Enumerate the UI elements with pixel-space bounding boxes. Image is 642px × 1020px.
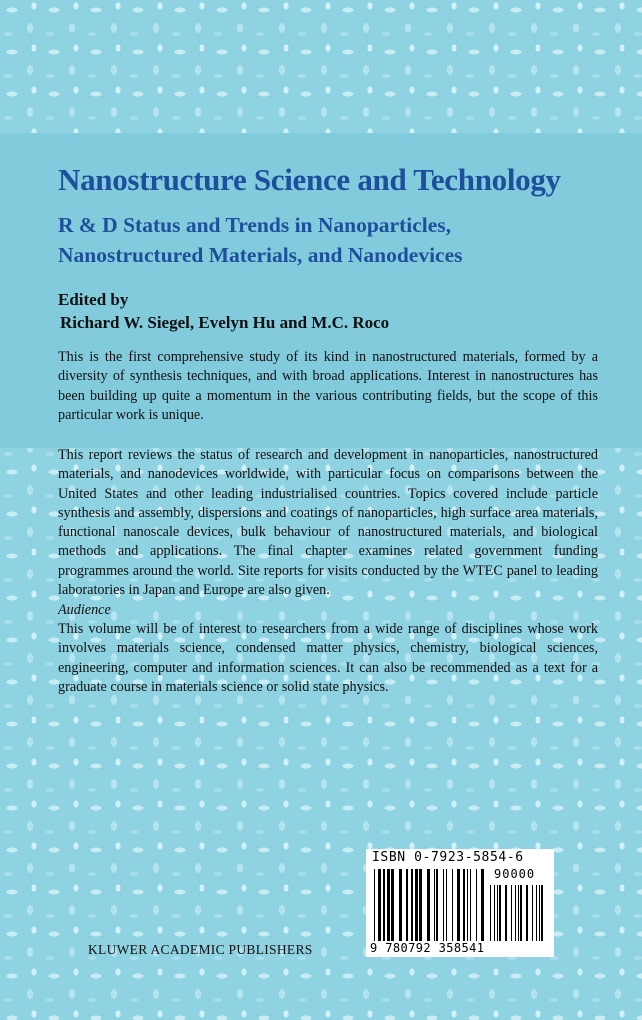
- publisher-name: KLUWER ACADEMIC PUBLISHERS: [88, 942, 313, 957]
- barcode-bar: [499, 885, 501, 941]
- barcode-bar: [427, 869, 430, 941]
- subtitle-line-1: R & D Status and Trends in Nanoparticles,: [58, 213, 452, 237]
- barcode-bar: [387, 869, 390, 941]
- barcode-bar: [467, 869, 468, 941]
- barcode-bar: [541, 885, 543, 941]
- audience-text: This volume will be of interest to researchers from a wide range of disciplines whose work involves materials science, condensed matter physics, chemistry, biological sciences, engineering, computer and information sciences. It can also be recommended as a text for a graduate course in materials science or solid state physics.: [58, 621, 598, 695]
- isbn-number: ISBN 0-7923-5854-6: [372, 850, 524, 865]
- description-paragraph-1: This is the first comprehensive study of its kind in nanostructured materials, formed by a diversity of synthesis techniques, and with broad applications. Interest in nanostructures has been building up quite a momentum in the various contributing fields, but the scope of this particular work is unique.: [58, 349, 598, 423]
- barcode-bar: [536, 885, 537, 941]
- book-title: Nanostructure Science and Technology: [58, 162, 561, 197]
- barcode-bar: [481, 869, 484, 941]
- barcode-bar: [511, 885, 512, 941]
- barcode-bar: [532, 885, 533, 941]
- barcode-bar: [406, 869, 408, 941]
- barcode-bar: [497, 885, 498, 941]
- barcode-bar: [446, 869, 447, 941]
- ean-number: 9 780792 358541: [370, 941, 485, 955]
- isbn-barcode: [366, 849, 554, 957]
- description-paragraph-2: This report reviews the status of research and development in nanoparticles, nanostructured materials, and nanodevices worldwide, with particular focus on comparisons between the United States and other leading industrialised countries. Topics covered include particle synthesis and assembly, dispersions and coatings of nanoparticles, high surface area materials, functional nanoscale devices, bulk behaviour of nanostructured materials, and biological methods and applications. The final chapter examines related government funding programmes around the world. Site reports for visits conducted by the WTEC panel to leading laboratories in Japan and Europe are also given.: [58, 447, 598, 599]
- barcode-bar: [452, 869, 453, 941]
- barcode-bar: [470, 869, 471, 941]
- barcode-bar: [399, 869, 402, 941]
- addon-barcode-bars: [490, 885, 548, 941]
- barcode-bar: [457, 869, 460, 941]
- barcode-bar: [436, 869, 438, 941]
- book-subtitle: [58, 210, 463, 270]
- audience-label: Audience: [58, 602, 111, 618]
- barcode-bar: [391, 869, 394, 941]
- barcode-bar: [415, 869, 418, 941]
- barcode-bar: [378, 869, 381, 941]
- barcode-bar: [434, 869, 435, 941]
- barcode-bar: [490, 885, 491, 941]
- barcode-bar: [419, 869, 422, 941]
- barcode-bar: [374, 869, 375, 941]
- subtitle-line-2: Nanostructured Materials, and Nanodevices: [58, 243, 463, 267]
- barcode-bar: [520, 885, 522, 941]
- barcode-bar: [515, 885, 516, 941]
- barcode-bar: [526, 885, 528, 941]
- editors-block: [58, 288, 389, 334]
- editor-names: Richard W. Siegel, Evelyn Hu and M.C. Roco: [60, 313, 390, 332]
- barcode-bar: [505, 885, 507, 941]
- barcode-bar: [539, 885, 540, 941]
- barcode-bar: [476, 869, 477, 941]
- barcode-bar: [411, 869, 413, 941]
- edited-by-label: Edited by: [58, 290, 129, 309]
- barcode-bar: [494, 885, 495, 941]
- barcode-bar: [383, 869, 385, 941]
- barcode-bar: [443, 869, 444, 941]
- barcode-bar: [463, 869, 465, 941]
- price-addon-number: 90000: [494, 867, 536, 881]
- barcode-bar: [518, 885, 519, 941]
- ean-barcode-bars: [374, 869, 486, 941]
